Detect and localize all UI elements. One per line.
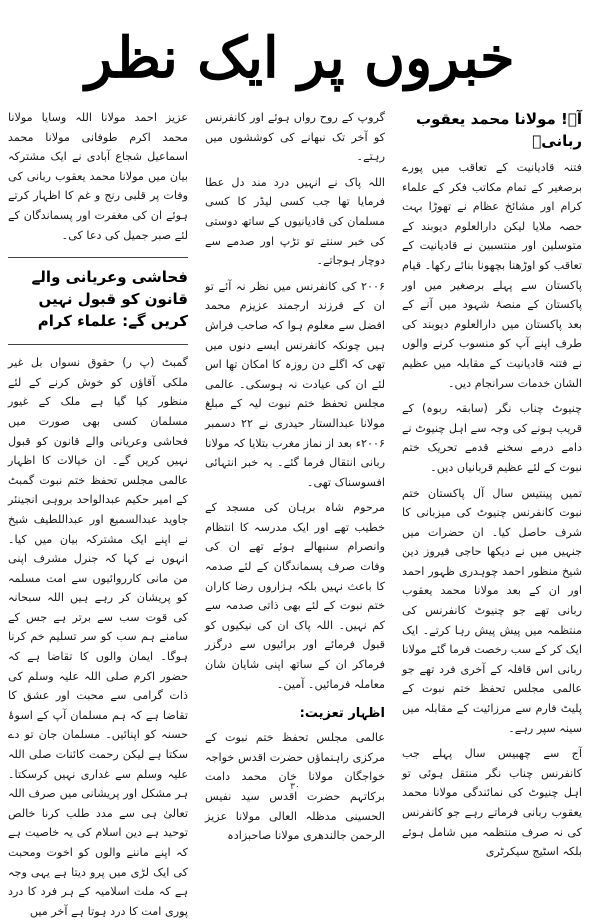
paragraph: فتنہ قادیانیت کے تعاقب میں پورے برصغیر کے تمام مکاتب فکر کے علماء کرام اور مشائخ عظام نے تھوڑا بہت حصہ ملایا لیکن دارالعلوم دیوبند کے متوسلین اور منتسبین نے قادیانیت کے تعاقب کو اوڑھنا بچھونا بنائے رکھا۔ قیام پاکستان سے پہلے برصغیر میں اور پاکستان کے منصۂ شہود میں آنے کے بعد پاکستان میں دارالعلوم دیوبند کی طرف اپنے آپ کو منسوب کرنے والوں نے فتنہ قادیانیت کے مقابلہ میں عظیم الشان خدمات سرانجام دیں۔ bbox=[402, 161, 582, 390]
paragraph: گمبٹ (پ ر) حقوق نسواں بل غیر ملکی آقاؤں کو خوش کرنے کے لئے منظور کیا گیا ہے ملک کے غیور مسلمان کسی بھی صورت میں فحاشی وعریانی والے قانون کو قبول نہیں کریں گے۔ ان خیالات کا اظہار عالمی مجلس تحفظ ختم نبوت گمبٹ کے امیر حکیم عبدالواحد بروہی انجینئر جاوید عبدالسمیع اور عبداللطیف شیخ نے اپنے ایک مشترکہ بیان میں کیا۔ انہوں نے کہا کہ جنرل مشرف اپنی من مانی کارروائیوں سے امت مسلمہ کو پریشان کر رہے ہیں اللہ سبحانہ کی قوت سب سے برتر ہے جس کے سامنے ہم سب کو سر تسلیم خم کرنا ہوگا۔ ایمان والوں کا تقاضا ہے کہ حضور اکرم صلی اللہ علیہ وسلم کی ذات گرامی سے محبت اور عشق کا تقاضا ہے کہ ہم مسلمان آپ کے اسوۂ حسنہ کو اپنائیں۔ مسلمان جان تو دے سکتا ہے لیکن رحمت کائنات صلی اللہ علیہ وسلم سے غداری نہیں کرسکتا۔ ہر مشکل اور پریشانی میں صرف اللہ تعالیٰ ہی سے مدد طلب کرنا خالص توحید ہے دین اسلام کی یہ خاصیت ہے کہ اپنے ماننے والوں کو اخوت ومحبت کی ایک لڑی میں پرو دیتا ہے یہی وجہ ہے کہ ملت اسلامیہ کے ہر فرد کا درد پوری امت کا درد ہوتا ہے آخر میں bbox=[8, 356, 188, 918]
paragraph: چنیوٹ چناب نگر (سابقہ ربوہ) کے قریب ہونے کی وجہ سے اہل چنیوٹ نے دامے درمے سخنے قدمے تحریک ختم نبوت کے لئے عظیم قربانیاں دیں۔ bbox=[402, 402, 582, 474]
section-divider bbox=[8, 257, 188, 258]
paragraph: آج سے چھبیس سال پہلے جب کانفرنس چناب نگر منتقل ہوئی تو اہل چنیوٹ کی نمائندگی مولانا محمد یعقوب ربانی فرماتے رہے جو کانفرنس کی نہ صرف منتظمہ میں شامل ہوئے بلکہ اسٹیج سیکرٹری bbox=[402, 747, 582, 859]
section-divider bbox=[8, 344, 188, 345]
paragraph: تمیں پینتیس سال آل پاکستان ختم نبوت کانفرنس چنیوٹ کی میزبانی کا شرف حاصل کیا۔ ان حضرات میں جنہیں میں نے دیکھا حاجی فیروز دین شیخ منظور احمد چوہدری ظہور احمد اور ان کے بعد مولانا محمد یعقوب ربانی تھے جو چنیوٹ کانفرنس کی منتظمہ میں پیش پیش رہا کرتے۔ ایک ایک کر کے سب رخصت فرما گئے مولانا ربانی اس قافلہ کے آخری فرد تھے جو عالمی مجلس تحفظ ختم نبوت کے پلیٹ فارم سے مرزائیت کے مقابلہ میں سینہ سپر رہے۔ bbox=[402, 486, 582, 735]
masthead bbox=[60, 18, 540, 98]
paragraph: اللہ پاک نے انہیں درد مند دل عطا فرمایا تھا جب کسی لیڈر کا کسی مسلمان کی قادیانیوں کے ساتھ دوستی کی خبر سنتے تو تڑپ اور صدمے سے دوچار ہوجاتے۔ bbox=[205, 175, 385, 268]
paragraph: عزیز احمد مولانا اللہ وسایا مولانا محمد اکرم طوفانی مولانا محمد اسماعیل شجاع آبادی نے ایک مشترکہ بیان میں مولانا محمد یعقوب ربانی کی وفات پر قلبی رنج و غم کا اظہار کرتے ہوئے ان کی مغفرت اور پسماندگان کے لئے صبر جمیل کی دعا کی۔ bbox=[8, 111, 188, 242]
condolence-subheading: اظہار تعزیت: bbox=[299, 706, 385, 722]
article-heading-law: فحاشی وعریانی والے قانون کو قبول نہیں کریں گے: علماء کرام bbox=[31, 268, 188, 331]
column-left bbox=[8, 108, 188, 918]
article-heading-obituary: آہ! مولانا محمد یعقوب ربانیؒ bbox=[416, 110, 582, 150]
paragraph: ۲۰۰۶ کی کانفرنس میں نظر نہ آئے تو ان کے فرزند ارجمند عزیزم محمد افضل سے معلوم ہوا کہ صاحب فراش ہیں چونکہ کانفرنس ایسے دنوں میں تھی کہ اگلے دن روزہ کا امکان تھا اس لئے ان کی عیادت نہ ہوسکی۔ عالمی مجلس تحفظ ختم نبوت لیہ کے مبلغ مولانا عبدالستار حیدری نے ۲۲ دسمبر ۲۰۰۶ء بعد از نماز مغرب بتلایا کہ مولانا ربانی انتقال فرما گئے۔ یہ خبر انتہائی افسوسناک تھی۔ bbox=[205, 279, 386, 489]
masthead-title: خبروں پر ایک نظر bbox=[85, 25, 515, 91]
paragraph: گروپ کے روح رواں ہوئے اور کانفرنس کو آخر تک نبھانے کی کوششوں میں رہتے۔ bbox=[205, 111, 385, 164]
page-number: ۳۰ bbox=[290, 782, 300, 792]
column-right bbox=[402, 108, 582, 859]
paragraph: مرحوم شاہ برہان کی مسجد کے خطیب تھے اور ایک مدرسہ کا انتظام وانصرام سنبھالے ہوئے تھے ان کی وفات صرف پسماندگان کے لئے صدمہ کا باعث نہیں بلکہ ہزاروں رضا کاران ختم نبوت کے لئے بھی ذاتی صدمہ سے کم نہیں۔ اللہ پاک ان کی نیکیوں کو قبول فرمائے اور برائیوں سے درگزر فرماکر ان کے ساتھ اپنی شایان شان معاملہ فرمائیں۔ آمین۔ bbox=[205, 501, 385, 691]
paragraph: عالمی مجلس تحفظ ختم نبوت کے مرکزی راہنماؤں حضرت اقدس خواجہ خواجگان مولانا خان محمد دامت برکاتہم حضرت اقدس سید نفیس الحسینی مدظلہ العالی مولانا عزیز الرحمن جالندھری مولانا صاحبزادہ bbox=[205, 731, 385, 843]
